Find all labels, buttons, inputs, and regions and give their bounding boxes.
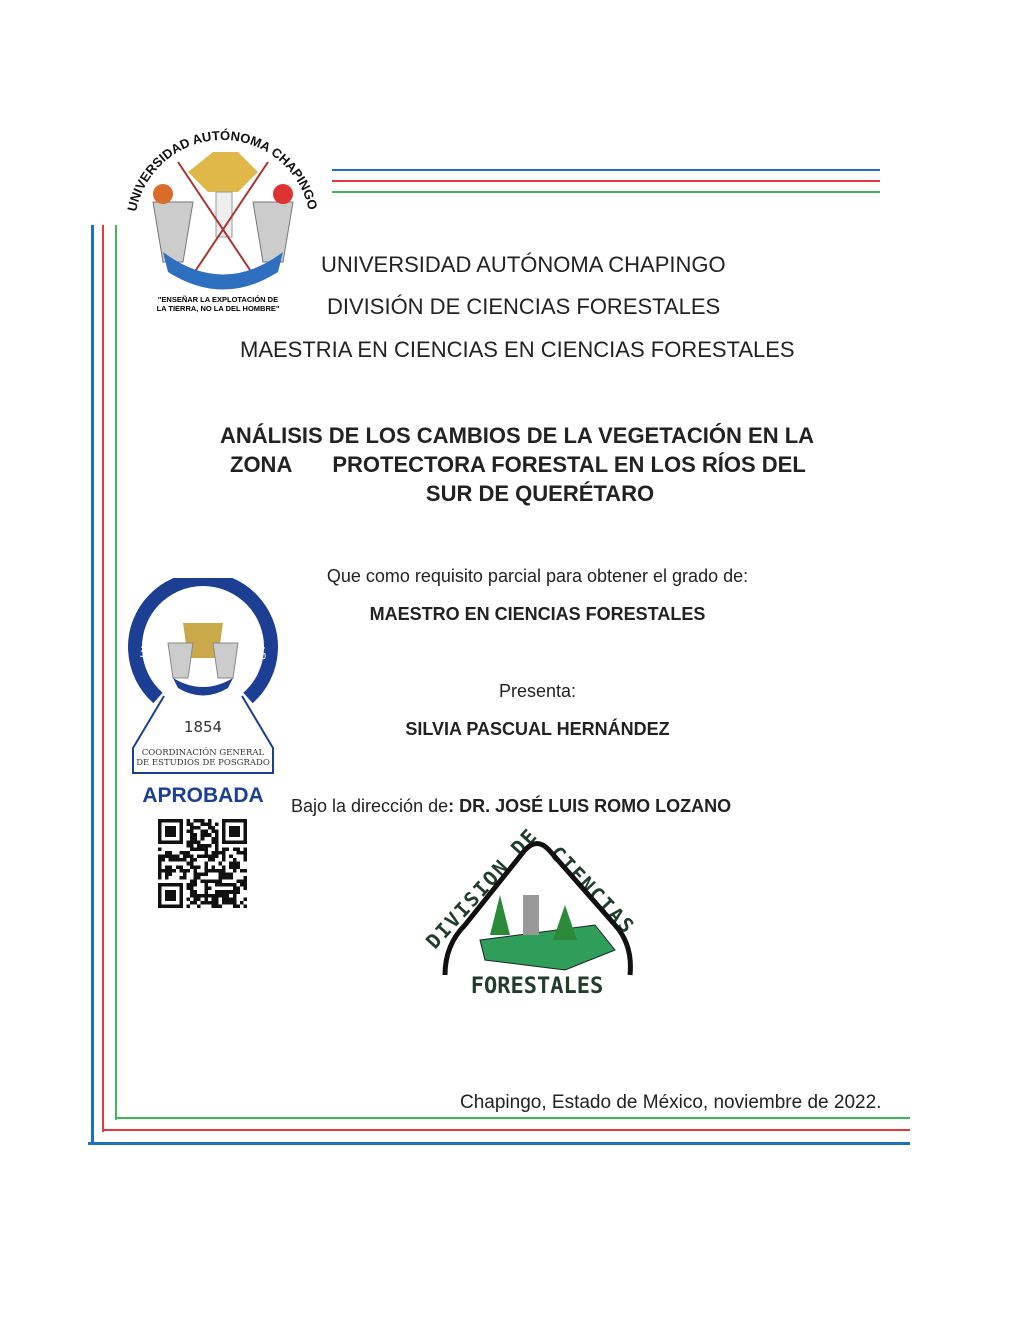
header-line-green — [332, 191, 880, 193]
header-line-blue — [332, 169, 880, 171]
svg-text:COORDINACIÓN GENERAL: COORDINACIÓN GENERAL — [141, 748, 265, 758]
svg-text:APROBADA: APROBADA — [142, 784, 264, 807]
title-line-1: ANÁLISIS DE LOS CAMBIOS DE LA VEGETACIÓN EN LA — [220, 423, 815, 448]
title-line-2 — [220, 450, 860, 479]
program-name: MAESTRIA EN CIENCIAS EN CIENCIAS FORESTALES — [240, 337, 795, 362]
approval-seal — [128, 578, 278, 808]
svg-text:FORESTALES: FORESTALES — [470, 974, 604, 999]
title-line-2a: ZONA — [230, 452, 293, 477]
border-red-bottom — [102, 1129, 910, 1131]
svg-text:UNIVERSIDAD AUTÓNOMA CHAPINGO: UNIVERSIDAD AUTÓNOMA CHAPINGO — [124, 127, 321, 213]
director-name: DR. JOSÉ LUIS ROMO LOZANO — [459, 796, 732, 816]
division-name: DIVISIÓN DE CIENCIAS FORESTALES — [327, 294, 721, 319]
university-logo — [118, 112, 328, 317]
director-label: Bajo la dirección de — [291, 796, 449, 816]
svg-text:"ENSEÑAR LA EXPLOTACIÓN DE: "ENSEÑAR LA EXPLOTACIÓN DE — [157, 295, 279, 304]
svg-text:LA TIERRA, NO LA DEL HOMBRE": LA TIERRA, NO LA DEL HOMBRE" — [156, 304, 280, 313]
svg-text:1854: 1854 — [183, 718, 223, 736]
division-logo — [415, 825, 660, 1000]
border-blue-bottom — [88, 1142, 910, 1145]
degree-name: MAESTRO EN CIENCIAS FORESTALES — [369, 604, 706, 624]
presenter-label: Presenta: — [498, 681, 577, 701]
header-line-red — [332, 180, 880, 182]
title-line-2b: PROTECTORA FORESTAL EN LOS RÍOS DEL — [332, 452, 806, 477]
author-name: SILVIA PASCUAL HERNÁNDEZ — [405, 719, 670, 739]
svg-text:DIVISION DE CIENCIAS: DIVISION DE CIENCIAS — [420, 825, 641, 954]
title-line-3: SUR DE QUERÉTARO — [425, 481, 655, 506]
svg-text:UNIVERSIDAD AUTÓNOMA CHAPINGO: UNIVERSIDAD AUTÓNOMA CHAP — [138, 593, 268, 661]
director-colon: : — [448, 796, 455, 816]
university-name: UNIVERSIDAD AUTÓNOMA CHAPINGO — [321, 252, 726, 277]
border-green-bottom — [115, 1117, 910, 1119]
border-green-vertical — [115, 225, 117, 1120]
svg-text:DE ESTUDIOS DE POSGRADO: DE ESTUDIOS DE POSGRADO — [136, 758, 270, 768]
place-date: Chapingo, Estado de México, noviembre de 2022. — [460, 1092, 882, 1113]
thesis-title — [220, 421, 860, 508]
director-line — [291, 796, 731, 817]
qr-code[interactable] — [158, 819, 247, 908]
requirement-intro: Que como requisito parcial para obtener el grado de: — [326, 566, 749, 586]
border-red-vertical — [102, 225, 104, 1132]
